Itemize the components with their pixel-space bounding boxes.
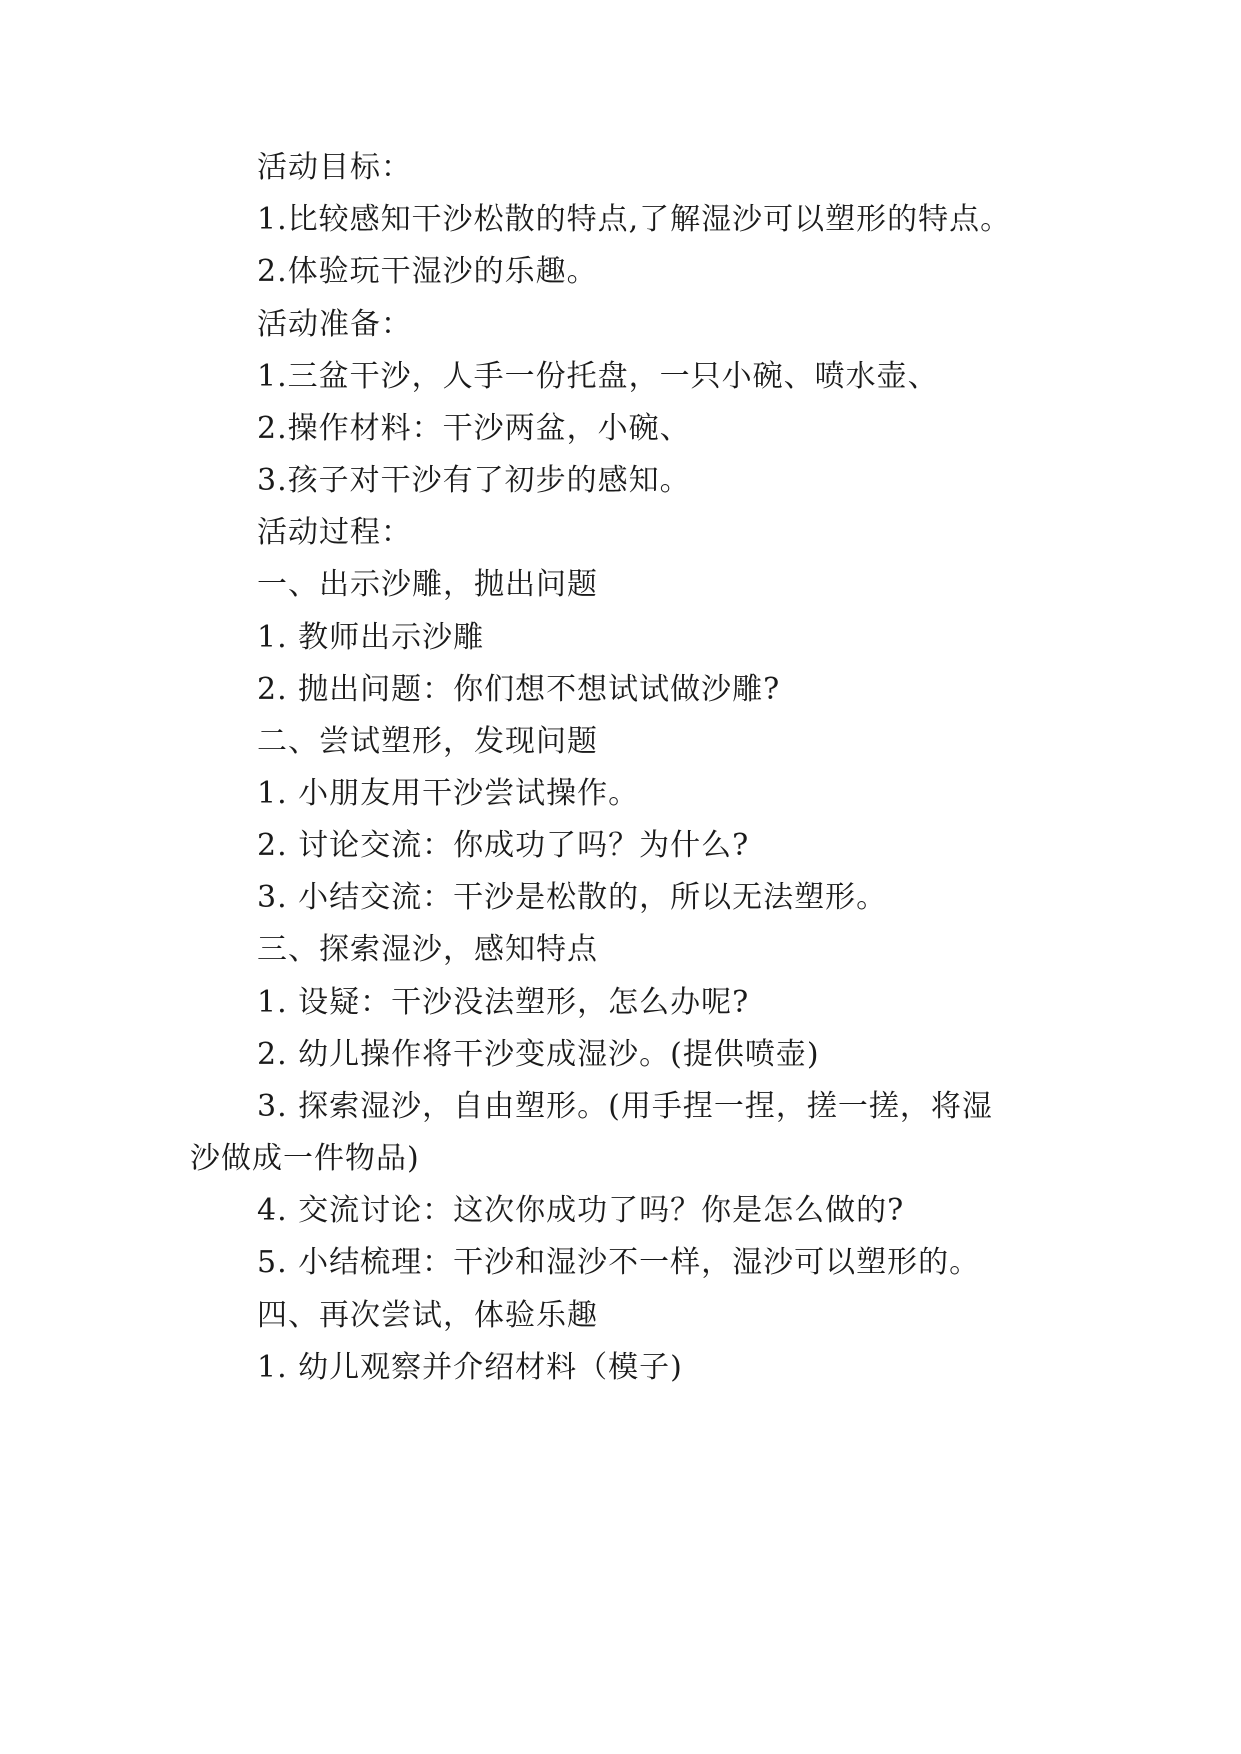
heading-activity-goals: 活动目标： (257, 150, 412, 185)
step-item: 1. 设疑：干沙没法塑形，怎么办呢? (257, 985, 750, 1020)
step-item: 1. 幼儿观察并介绍材料（模子) (257, 1350, 683, 1385)
preparation-item-1: 1.三盆干沙，人手一份托盘，一只小碗、喷水壶、 (257, 359, 939, 394)
section-heading-4: 四、再次尝试，体验乐趣 (257, 1298, 598, 1333)
heading-activity-preparation: 活动准备： (257, 307, 412, 342)
step-item: 2. 讨论交流：你成功了吗？为什么? (257, 828, 750, 863)
step-item: 2. 幼儿操作将干沙变成湿沙。(提供喷壶) (257, 1037, 820, 1072)
section-heading-2: 二、尝试塑形，发现问题 (257, 724, 598, 759)
section-heading-3: 三、探索湿沙，感知特点 (257, 932, 598, 967)
preparation-item-2: 2.操作材料：干沙两盆，小碗、 (257, 411, 691, 446)
step-item: 5. 小结梳理：干沙和湿沙不一样，湿沙可以塑形的。 (257, 1245, 981, 1280)
step-item: 2. 抛出问题：你们想不想试试做沙雕? (257, 672, 781, 707)
step-item: 4. 交流讨论：这次你成功了吗？你是怎么做的? (257, 1193, 905, 1228)
heading-activity-process: 活动过程： (257, 515, 412, 550)
step-item: 1. 小朋友用干沙尝试操作。 (257, 776, 640, 811)
step-item: 3. 探索湿沙，自由塑形。(用手捏一捏，搓一搓，将湿 (257, 1089, 993, 1124)
section-heading-1: 一、出示沙雕，抛出问题 (257, 567, 598, 602)
step-item-continuation: 沙做成一件物品) (190, 1141, 420, 1176)
goal-item-1: 1.比较感知干沙松散的特点,了解湿沙可以塑形的特点。 (257, 202, 1012, 237)
preparation-item-3: 3.孩子对干沙有了初步的感知。 (257, 463, 691, 498)
step-item: 3. 小结交流：干沙是松散的，所以无法塑形。 (257, 880, 888, 915)
goal-item-2: 2.体验玩干湿沙的乐趣。 (257, 254, 598, 289)
step-item: 1. 教师出示沙雕 (257, 620, 485, 655)
